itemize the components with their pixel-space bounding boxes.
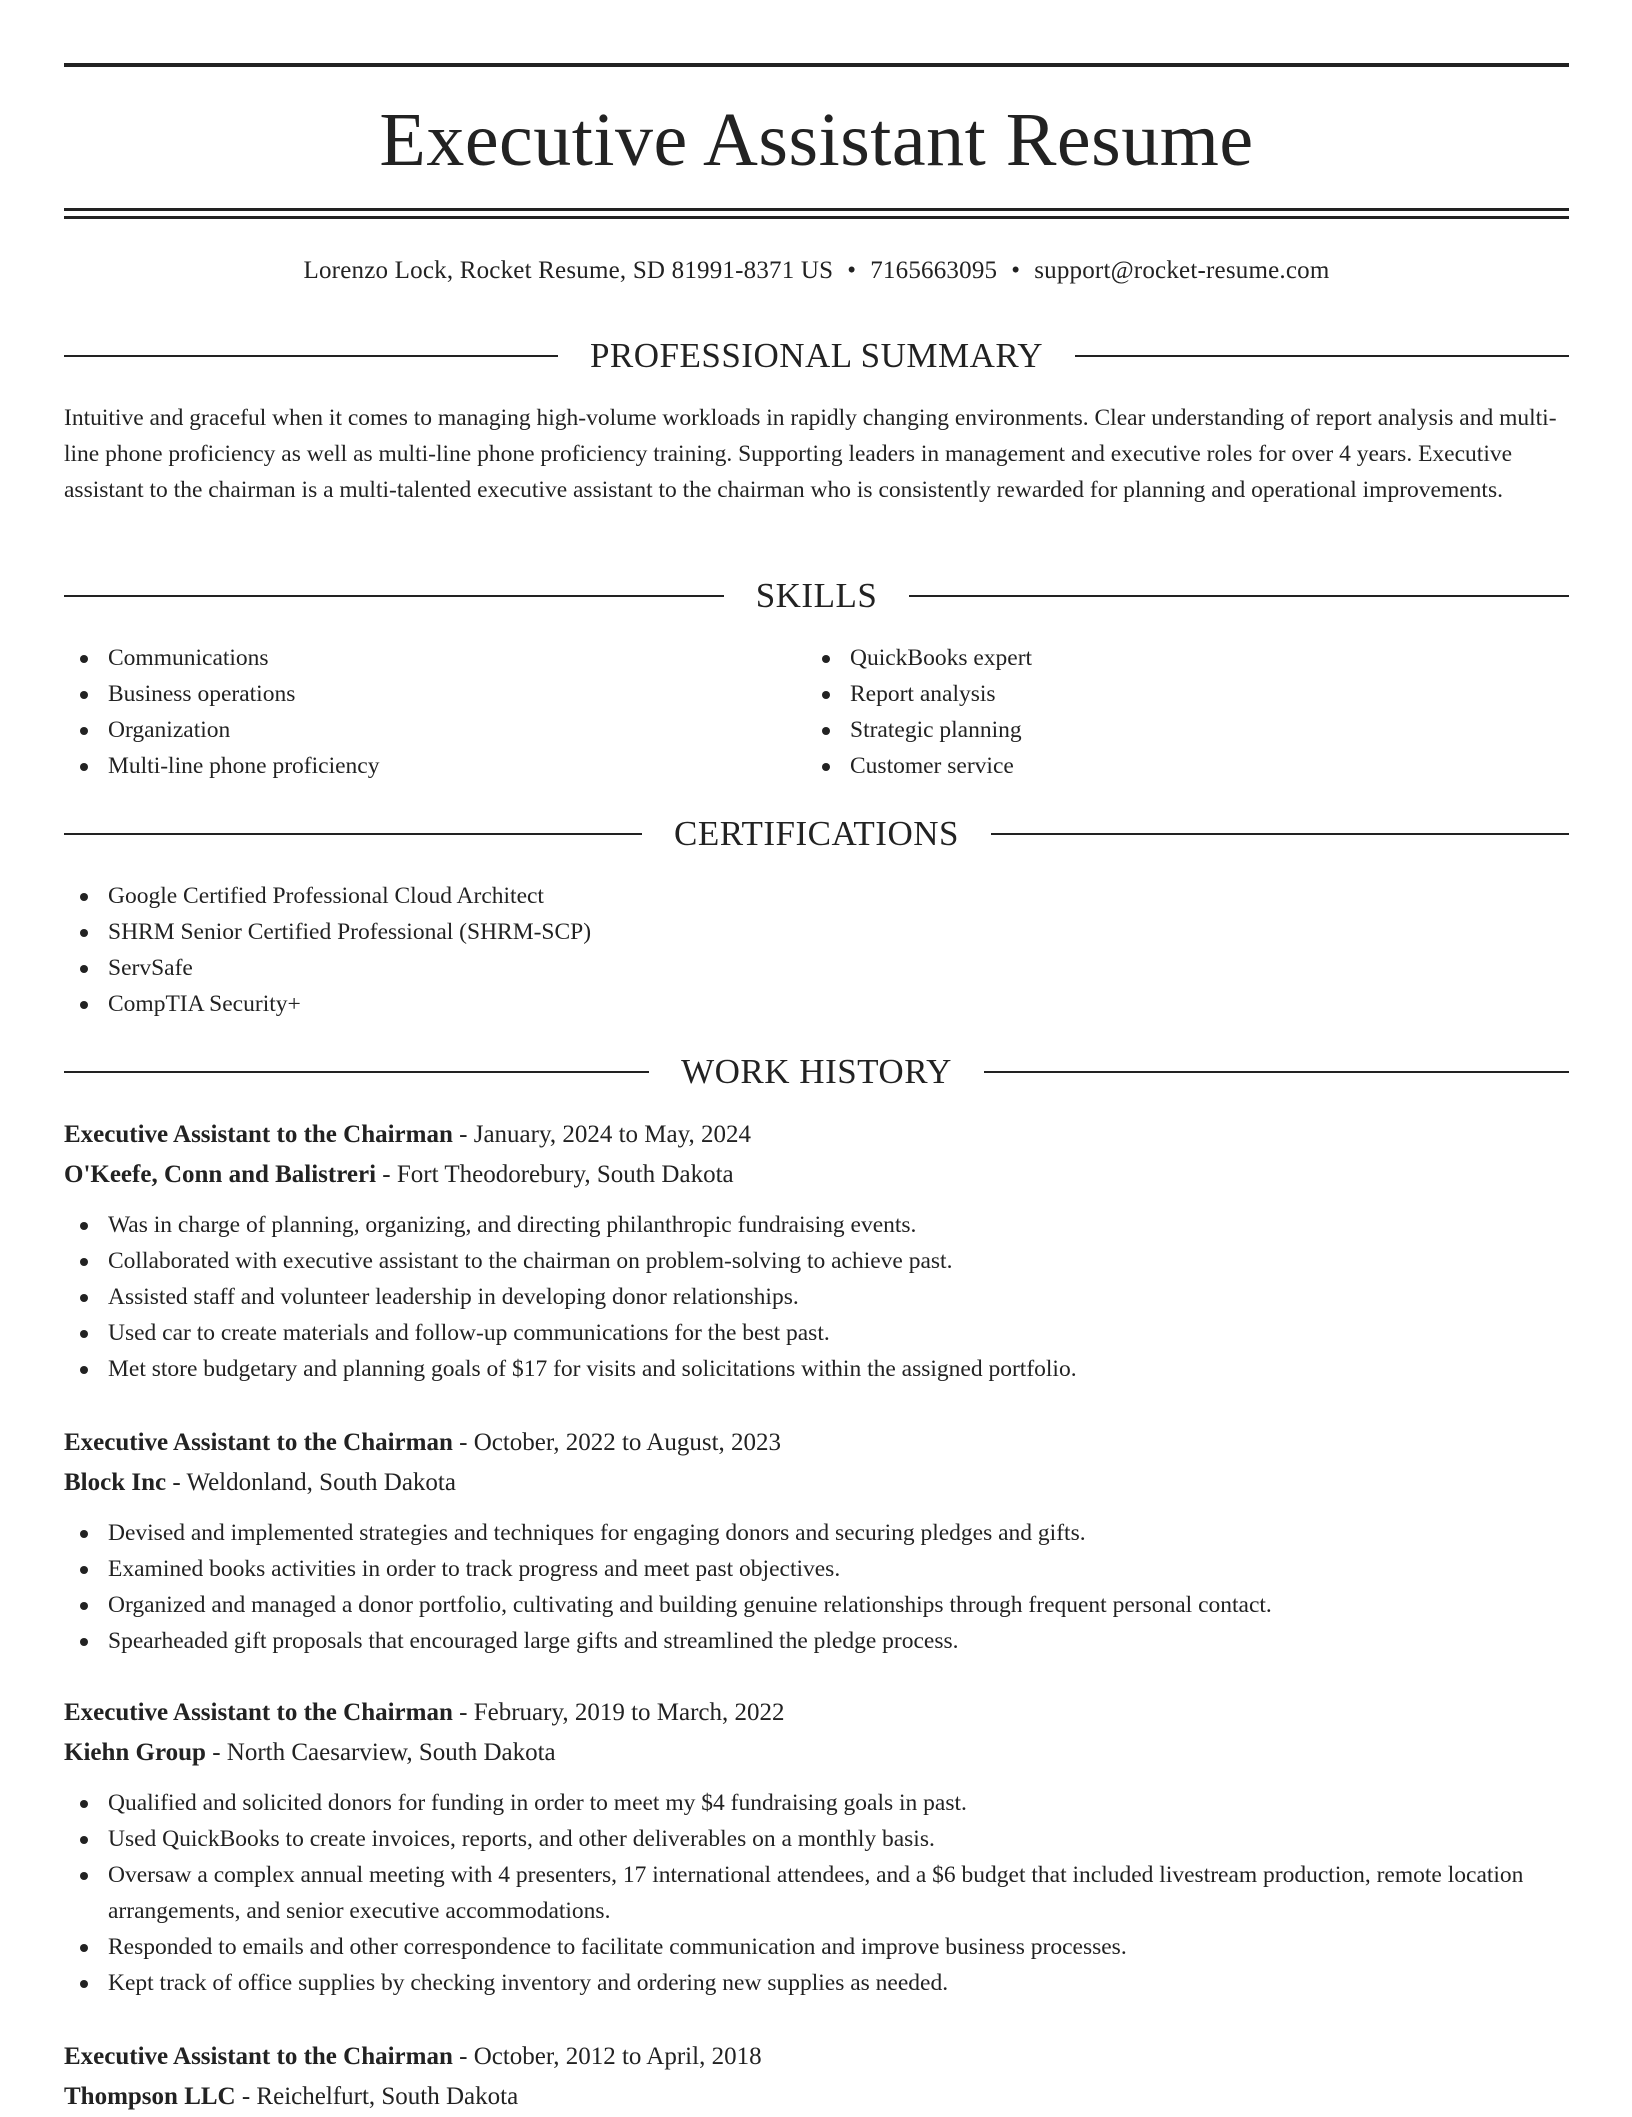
duty-item: Was in charge of planning, organizing, and directing philanthropic fundraising events.	[64, 1207, 1569, 1243]
job-company: Block Inc	[64, 1469, 167, 1496]
certifications-heading	[64, 814, 1569, 854]
job-location: - Weldonland, South Dakota	[166, 1469, 456, 1496]
header-double-rule-lower	[64, 216, 1569, 219]
duty-item: Oversaw a complex annual meeting with 4 presenters, 17 international attendees, and a $6 budget that included livestream production, remote location arrangements, and senior executive accommodations.	[64, 1857, 1569, 1929]
job-title-line	[64, 1423, 1569, 1463]
duty-item: Collaborated with executive assistant to the chairman on problem-solving to achieve past.	[64, 1243, 1569, 1279]
summary-heading	[64, 336, 1569, 376]
contact-address: Lorenzo Lock, Rocket Resume, SD 81991-8371 US	[303, 257, 834, 284]
skill-item: Communications	[64, 640, 804, 676]
job-title: Executive Assistant to the Chairman	[64, 1429, 453, 1456]
skill-item: Report analysis	[806, 676, 1546, 712]
divider-line	[991, 833, 1569, 835]
job-title: Executive Assistant to the Chairman	[64, 2043, 453, 2070]
skills-list-right	[806, 640, 1546, 784]
job-title: Executive Assistant to the Chairman	[64, 1121, 453, 1148]
certification-item: SHRM Senior Certified Professional (SHRM-SCP)	[64, 914, 591, 950]
section-title: WORK HISTORY	[681, 1052, 952, 1091]
section-title: PROFESSIONAL SUMMARY	[589, 336, 1044, 375]
certifications-list	[64, 878, 591, 1022]
divider-line	[64, 595, 724, 597]
certification-item: CompTIA Security+	[64, 986, 591, 1022]
job-duties	[64, 1785, 1569, 2001]
divider-line	[1075, 355, 1569, 357]
duty-item: Qualified and solicited donors for funding in order to meet my $4 fundraising goals in past.	[64, 1785, 1569, 1821]
skill-item: Multi-line phone proficiency	[64, 748, 804, 784]
job-entry	[64, 2037, 1569, 2117]
resume-title: Executive Assistant Resume	[379, 98, 1254, 182]
job-company-line	[64, 1733, 1569, 1773]
job-location: - Reichelfurt, South Dakota	[235, 2083, 519, 2110]
job-dates: - January, 2024 to May, 2024	[452, 1121, 751, 1148]
divider-line	[909, 595, 1569, 597]
skill-item: Organization	[64, 712, 804, 748]
header-double-rule-upper	[64, 208, 1569, 211]
job-company: O'Keefe, Conn and Balistreri	[64, 1161, 377, 1188]
job-duties	[64, 1207, 1569, 1387]
contact-email: support@rocket-resume.com	[1034, 257, 1330, 284]
job-title: Executive Assistant to the Chairman	[64, 1699, 453, 1726]
job-company: Kiehn Group	[64, 1739, 206, 1766]
contact-separator: •	[1011, 257, 1021, 284]
job-title-line	[64, 1693, 1569, 1733]
job-title-line	[64, 1115, 1569, 1155]
duty-item: Used car to create materials and follow-up communications for the best past.	[64, 1315, 1569, 1351]
job-location: - Fort Theodorebury, South Dakota	[376, 1161, 734, 1188]
skill-item: Strategic planning	[806, 712, 1546, 748]
contact-separator: •	[847, 257, 857, 284]
job-entry	[64, 1693, 1569, 2001]
duty-item: Met store budgetary and planning goals of $17 for visits and solicitations within the assigned portfolio.	[64, 1351, 1569, 1387]
section-title: CERTIFICATIONS	[674, 814, 959, 853]
job-company-line	[64, 1155, 1569, 1195]
section-title: SKILLS	[755, 576, 878, 615]
duty-item: Used QuickBooks to create invoices, reports, and other deliverables on a monthly basis.	[64, 1821, 1569, 1857]
job-duties	[64, 1515, 1569, 1659]
skill-item: QuickBooks expert	[806, 640, 1546, 676]
divider-line	[64, 1071, 649, 1073]
job-dates: - October, 2012 to April, 2018	[452, 2043, 762, 2070]
duty-item: Examined books activities in order to track progress and meet past objectives.	[64, 1551, 1569, 1587]
duty-item: Responded to emails and other correspondence to facilitate communication and improve business processes.	[64, 1929, 1569, 1965]
divider-line	[64, 833, 642, 835]
work-history-heading	[64, 1052, 1569, 1092]
job-dates: - October, 2022 to August, 2023	[452, 1429, 782, 1456]
job-company: Thompson LLC	[64, 2083, 236, 2110]
job-entry	[64, 1423, 1569, 1659]
duty-item: Organized and managed a donor portfolio, cultivating and building genuine relationships through frequent personal contact.	[64, 1587, 1569, 1623]
certification-item: ServSafe	[64, 950, 591, 986]
duty-item: Kept track of office supplies by checking inventory and ordering new supplies as needed.	[64, 1965, 1569, 2001]
divider-line	[64, 355, 558, 357]
certification-item: Google Certified Professional Cloud Architect	[64, 878, 591, 914]
job-dates: - February, 2019 to March, 2022	[452, 1699, 785, 1726]
contact-phone: 7165663095	[870, 257, 998, 284]
skill-item: Business operations	[64, 676, 804, 712]
skills-heading	[64, 576, 1569, 616]
skills-list-left	[64, 640, 804, 784]
duty-item: Assisted staff and volunteer leadership in developing donor relationships.	[64, 1279, 1569, 1315]
job-company-line	[64, 1463, 1569, 1503]
header-top-rule	[64, 63, 1569, 67]
job-company-line	[64, 2077, 1569, 2117]
duty-item: Spearheaded gift proposals that encouraged large gifts and streamlined the pledge process.	[64, 1623, 1569, 1659]
job-entry	[64, 1115, 1569, 1387]
job-location: - North Caesarview, South Dakota	[205, 1739, 556, 1766]
contact-line	[64, 254, 1569, 288]
duty-item: Devised and implemented strategies and techniques for engaging donors and securing pledges and gifts.	[64, 1515, 1569, 1551]
divider-line	[984, 1071, 1569, 1073]
summary-text: Intuitive and graceful when it comes to managing high-volume workloads in rapidly changing environments. Clear understanding of report analysis and multi-line phone proficiency as well as multi-line phone proficiency training. Supporting leaders in management and executive roles for over 4 years. Executive assistant to the chairman is a multi-talented executive assistant to the chairman who is consistently rewarded for planning and operational improvements.	[64, 405, 1557, 503]
job-title-line	[64, 2037, 1569, 2077]
skill-item: Customer service	[806, 748, 1546, 784]
